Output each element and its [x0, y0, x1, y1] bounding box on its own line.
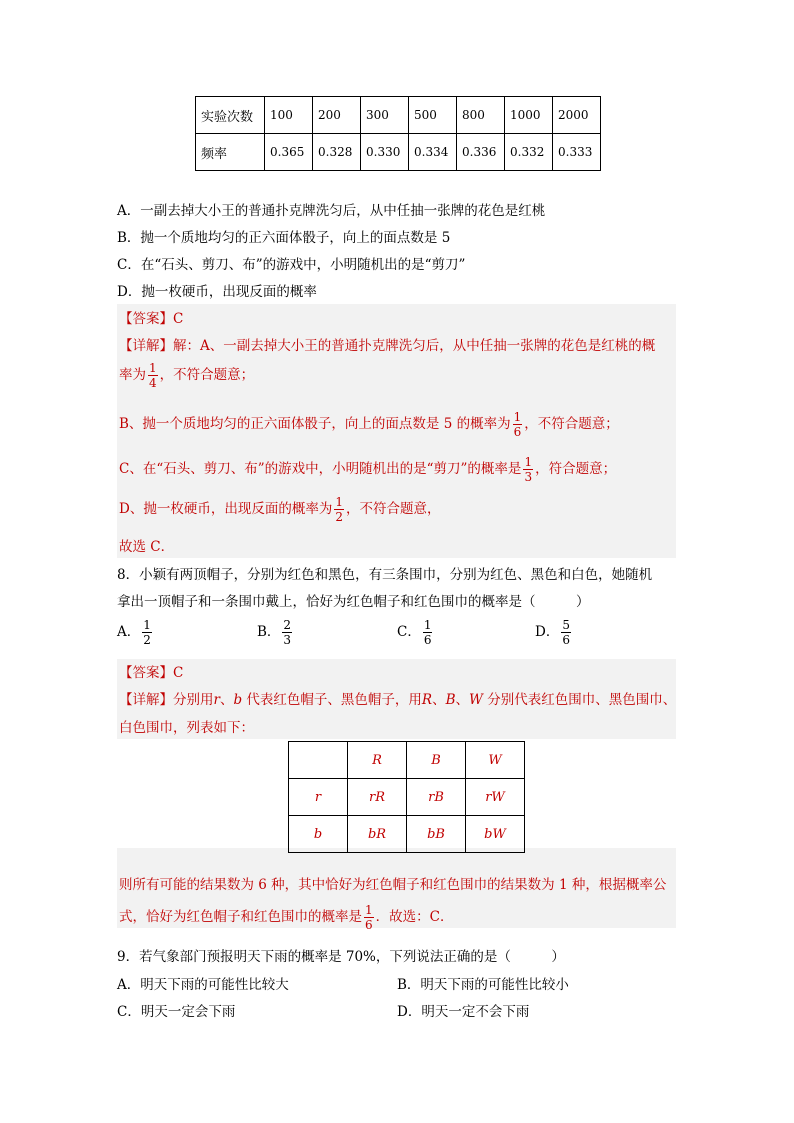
detail-text: C、在“石头、剪刀、布”的游戏中，小明随机出的是“剪刀”的概率是 [119, 461, 522, 477]
table-cell: 0.330 [361, 134, 409, 171]
table-cell: R [348, 742, 407, 779]
detail-text: ，不符合题意； [524, 416, 619, 432]
detail-text: 率为 [119, 367, 146, 383]
table-cell: 0.365 [265, 134, 313, 171]
table-row [289, 816, 525, 853]
q8-stem-line-2: 拿出一顶帽子和一条围巾戴上，恰好为红色帽子和红色围巾的概率是（ ） [117, 594, 590, 610]
q8-stem-line-1: 8．小颖有两顶帽子，分别为红色和黑色，有三条围巾，分别为红色、黑色和白色，她随机 [117, 567, 653, 583]
detail-text: 解：A、一副去掉大小王的普通扑克牌洗匀后，从中任抽一张牌的花色是红桃的概 [173, 338, 656, 354]
table-cell: 800 [457, 97, 505, 134]
table-cell: 2000 [553, 97, 601, 134]
table-cell: bR [348, 816, 407, 853]
table-cell: W [466, 742, 525, 779]
outcome-grid [288, 741, 525, 853]
table-row [196, 134, 601, 171]
detail-text: ，不符合题意， [345, 501, 441, 517]
table-header-cell: 实验次数 [196, 97, 265, 134]
detail-text: ，不符合题意； [159, 367, 255, 383]
table-cell: b [289, 816, 348, 853]
table-cell: r [289, 779, 348, 816]
table-row [289, 742, 525, 779]
table-cell: 100 [265, 97, 313, 134]
q7-option-b: B．抛一个质地均匀的正六面体骰子，向上的面点数是 5 [117, 230, 451, 246]
table-cell: 200 [313, 97, 361, 134]
frequency-table [195, 96, 601, 171]
answer-value: C [173, 311, 184, 327]
table-cell: 0.334 [409, 134, 457, 171]
q7-option-c: C．在“石头、剪刀、布”的游戏中，小明随机出的是“剪刀” [117, 257, 466, 273]
q8-detail-line-1: 【详解】分别用r、b 代表红色帽子、黑色帽子，用R、B、W 分别代表红色围巾、黑色围巾、 [119, 692, 677, 708]
detail-text: B、抛一个质地均匀的正六面体骰子，向上的面点数是 5 的概率为 [119, 416, 511, 432]
table-row [196, 97, 601, 134]
q7-detail-line-4 [119, 456, 616, 483]
table-cell: bB [407, 816, 466, 853]
answer-tag: 【答案】 [119, 311, 173, 327]
q9-option-c: C．明天一定会下雨 [117, 1004, 236, 1020]
q8-answer-line: 【答案】C [119, 665, 184, 681]
table-cell: 0.332 [505, 134, 553, 171]
q8-detail-line-3: 则所有可能的结果数为 6 种，其中恰好为红色帽子和红色围巾的结果数为 1 种，根据概率公 [119, 877, 667, 893]
q9-stem: 9．若气象部门预报明天下雨的概率是 70%，下列说法正确的是（ ） [117, 949, 565, 965]
table-cell: 1000 [505, 97, 553, 134]
table-header-cell: 频率 [196, 134, 265, 171]
detail-text: ，符合题意； [535, 461, 617, 477]
fraction: $\frac{1}{6}$ [513, 410, 522, 439]
table-cell: 300 [361, 97, 409, 134]
q7-detail-line-6: 故选 C． [119, 539, 175, 555]
q8-detail-line-4: 式，恰好为红色帽子和红色围巾的概率是 $\frac{1}{6}$ ．故选：C． [119, 903, 454, 932]
fraction: $\frac{1}{4}$ [149, 361, 157, 390]
table-cell: rB [407, 779, 466, 816]
q8-option-b: B． $\frac{2}{3}$ [257, 618, 292, 647]
q8-option-d: D． $\frac{5}{6}$ [535, 618, 570, 647]
fraction: $\frac{1}{3}$ [524, 455, 533, 484]
fraction: $\frac{1}{2}$ [335, 495, 343, 524]
q9-option-a: A．明天下雨的可能性比较大 [117, 977, 289, 993]
q7-detail-line-1 [119, 334, 655, 354]
table-cell: 0.328 [313, 134, 361, 171]
table-cell: 500 [409, 97, 457, 134]
table-cell: 0.333 [553, 134, 601, 171]
table-cell: bW [466, 816, 525, 853]
q9-option-b: B．明天下雨的可能性比较小 [397, 977, 569, 993]
q7-detail-line-2 [119, 362, 254, 389]
q9-option-d: D．明天一定不会下雨 [397, 1004, 530, 1020]
table-cell [289, 742, 348, 779]
q8-option-c: C． $\frac{1}{6}$ [397, 618, 432, 647]
table-cell: rW [466, 779, 525, 816]
q7-answer-line [119, 307, 183, 327]
q8-option-a: A． $\frac{1}{2}$ [117, 618, 151, 647]
q7-option-d: D．抛一枚硬币，出现反面的概率 [117, 284, 317, 300]
detail-tag: 【详解】 [119, 338, 173, 354]
table-row [289, 779, 525, 816]
q8-detail-line-2: 白色围巾，列表如下： [119, 720, 254, 736]
q7-detail-line-5 [119, 496, 440, 523]
detail-text: D、抛一枚硬币，出现反面的概率为 [119, 501, 333, 517]
q7-detail-line-3 [119, 411, 619, 438]
q7-option-a: A．一副去掉大小王的普通扑克牌洗匀后，从中任抽一张牌的花色是红桃 [117, 203, 546, 219]
table-cell: rR [348, 779, 407, 816]
table-cell: 0.336 [457, 134, 505, 171]
table-cell: B [407, 742, 466, 779]
